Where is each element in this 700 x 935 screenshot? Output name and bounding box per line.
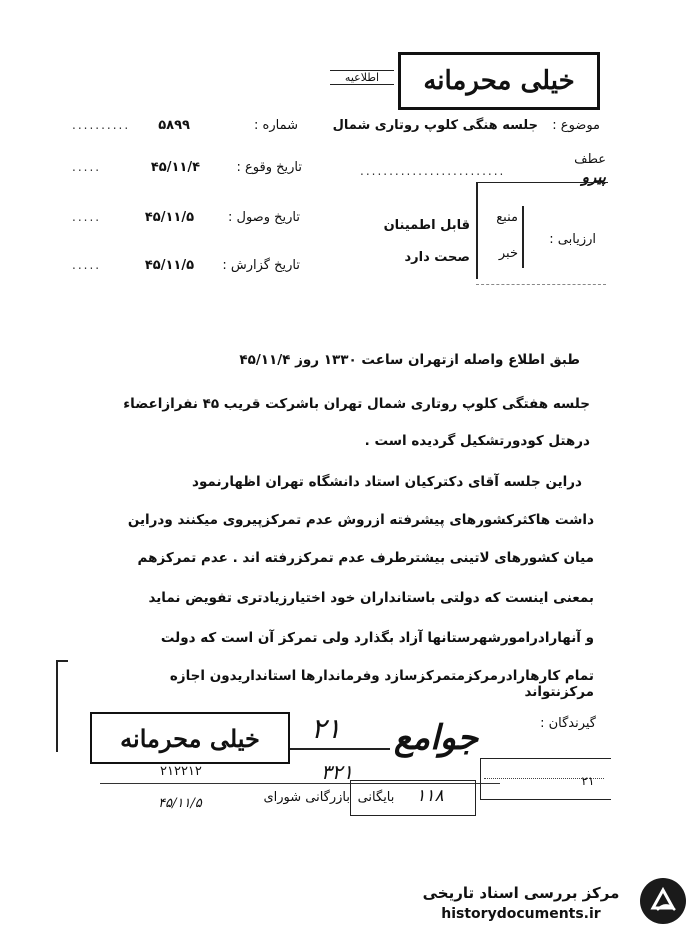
stamp-side-label: اطلاعیه [330, 70, 394, 85]
archive-label: بایگانی [357, 790, 395, 805]
body-line-8: و آنهارادرامورشهرستانها آزاد بگذارد ولی تمرکز آن است که دولت [160, 630, 594, 646]
classification-stamp [398, 52, 600, 110]
body-line-3: درهتل کودورتشکیل گردیده است . [364, 433, 590, 449]
subject-label: موضوع : [552, 118, 600, 133]
news-value: صحت دارد [404, 250, 470, 265]
recipients-number: ۲۱ [310, 712, 342, 745]
archive-number: ۱۱۸ [416, 786, 444, 806]
footer-website[interactable]: historydocuments.ir [441, 906, 601, 922]
routing-line [484, 778, 604, 779]
source-label: منبع [496, 210, 518, 225]
body-line-5: داشت هاکثرکشورهای پیشرفته ازروش عدم تمرکزپیروی میکنند ودراین [127, 512, 594, 528]
recipients-stamp-text: خیلی محرمانه [120, 723, 260, 753]
body-line-1: طبق اطلاع واصله ازتهران ساعت ۱۳۳۰ روز ۴۵/۱۱/۴ [239, 352, 580, 368]
classification-stamp-text: خیلی محرمانه [423, 66, 575, 96]
receipt-date-label: تاریخ وصول : [228, 210, 300, 225]
news-label: خبر [498, 246, 518, 261]
archive-logo-icon [640, 878, 686, 924]
margin-bracket [56, 660, 68, 752]
event-date-label: تاریخ وقوع : [236, 160, 302, 175]
recipients-label: گیرندگان : [540, 716, 596, 731]
evaluation-label: ارزیابی : [549, 232, 596, 247]
receipt-date-value: ۴۵/۱۱/۵ [144, 210, 194, 225]
subject-value: جلسه هنگی کلوپ روتاری شمال [332, 118, 538, 133]
routing-code: ۲۱ [581, 774, 595, 788]
recipients-number-line [290, 748, 390, 750]
number-value: ۵۸۹۹ [158, 118, 190, 133]
source-value: قابل اطمینان [383, 218, 470, 233]
event-date-dots: ..... [72, 160, 102, 174]
ref-value: پیرو [581, 168, 606, 186]
body-line-2: جلسه هفتگی کلوپ روتاری شمال تهران باشرکت قریب ۴۵ نفرازاعضاء [123, 396, 590, 412]
stamp-line-1: ۲۱۲۲۱۲ [160, 764, 202, 779]
ref-label: عطف [574, 152, 606, 167]
body-line-7: بمعنی اینست که دولتی باستانداران خود اختیارزیادتری تفویض نماید [148, 590, 594, 606]
report-date-label: تاریخ گزارش : [222, 258, 300, 273]
report-date-dots: ..... [72, 258, 102, 272]
jawami-handwriting: جوامع [393, 718, 479, 758]
body-line-9: تمام کارهارادرمرکزمتمرکزسازد وفرماندارها استانداریدون اجازه مرکزنتواند [169, 668, 594, 700]
body-line-6: میان کشورهای لاتینی بیشترطرف عدم تمرکزرفته اند . عدم تمرکزهم [137, 550, 594, 566]
hand-number: ۳۲۱ [320, 760, 354, 784]
date-note: ۴۵/۱۱/۵ [158, 796, 202, 811]
evaluation-underline [476, 284, 606, 285]
ref-dots: ......................... [360, 164, 506, 178]
number-label: شماره : [254, 118, 298, 133]
body-line-4: دراین جلسه آقای دکترکیان استاد دانشگاه تهران اظهارنمود [192, 474, 582, 490]
receipt-date-dots: ..... [72, 210, 102, 224]
footer-org-name: مرکز بررسی اسناد تاریخی [422, 884, 620, 902]
report-date-value: ۴۵/۱۱/۵ [144, 258, 194, 273]
event-date-value: ۴۵/۱۱/۴ [150, 160, 200, 175]
stamp-line-2: بازرگانی شورای [263, 790, 350, 805]
recipients-stamp [90, 712, 290, 764]
number-dots: .......... [72, 118, 131, 132]
